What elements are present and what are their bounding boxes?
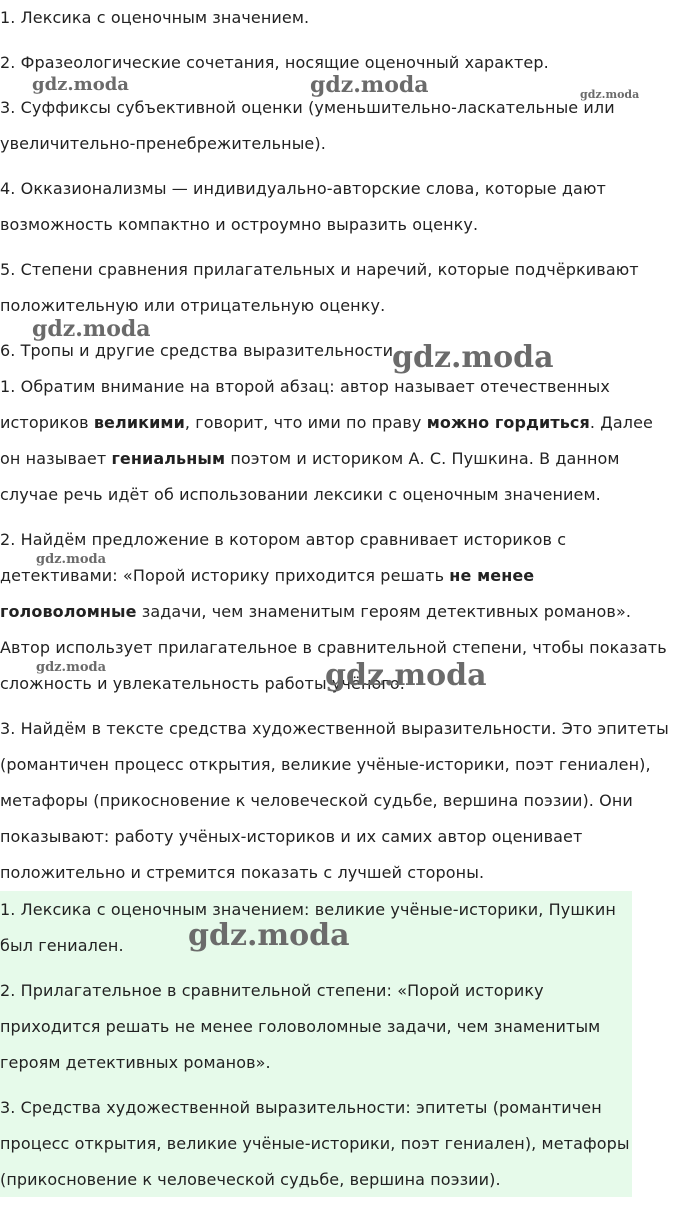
watermark-logo: gdz.moda	[32, 74, 129, 95]
watermark-logo: gdz.moda	[32, 316, 151, 342]
plan-item-1: 1. Лексика с оценочным значением.	[0, 8, 310, 27]
analysis-paragraph-3: 3. Найдём в тексте средства художественной выразительности. Это эпитеты (романтичен процесс открытия, великие учёные-историки, поэт гениален), метафоры (прикосновение к человеческой судьбе, вершина поэзии). Они показывают: работу учёных-историков и их самих автор оценивает положительно и стремится показать с лучшей стороны.	[0, 719, 669, 882]
analysis-1-text-a: 1. Обратим внимание на второй абзац: автор называет отечественных историков	[0, 377, 610, 432]
analysis-1-text-e: поэтом и историком А. С. Пушкина. В данном случае речь идёт об использовании лексики с оценочным значением.	[0, 449, 620, 504]
analysis-1-text-c: , говорит, что ими по праву	[184, 413, 427, 432]
watermark-logo: gdz.moda	[310, 72, 429, 98]
plan-item-2: 2. Фразеологические сочетания, носящие оценочный характер.	[0, 53, 549, 72]
analysis-2-bold-1: не менее головоломные	[0, 566, 535, 621]
analysis-1-text-d: . Далее он называет	[0, 413, 653, 468]
answer-item-1: 1. Лексика с оценочным значением: великие учёные-историки, Пушкин был гениален.	[0, 900, 616, 955]
analysis-2-text-c: задачи, чем знаменитым героям детективных романов». Автор использует прилагательное в сравнительной степени, чтобы показать сложность и увлекательность работы учёного.	[0, 602, 667, 693]
watermark-logo: gdz.moda	[36, 660, 107, 675]
analysis-paragraph-1	[0, 369, 672, 513]
answer-item-2: 2. Прилагательное в сравнительной степени: «Порой историку приходится решать не менее головоломные задачи, чем знаменитым героям детективных романов».	[0, 981, 601, 1072]
plan-item-6: 6. Тропы и другие средства выразительности.	[0, 341, 399, 360]
watermark-logo: gdz.moda	[580, 88, 640, 101]
plan-item-3: 3. Суффиксы субъективной оценки (уменьшительно-ласкательные или увеличительно-пренебрежительные).	[0, 98, 615, 153]
analysis-2-text-a: 2. Найдём предложение в котором автор сравнивает историков с детективами: «Порой историку приходится решать	[0, 530, 567, 585]
analysis-1-bold-3: гениальным	[111, 449, 226, 468]
analysis-1-bold-2: можно гордиться	[426, 413, 590, 432]
plan-item-4: 4. Окказионализмы — индивидуально-авторские слова, которые дают возможность компактно и остроумно выразить оценку.	[0, 179, 606, 234]
watermark-logo: gdz.moda	[188, 918, 350, 953]
watermark-logo: gdz.moda	[392, 340, 554, 375]
answer-item-3: 3. Средства художественной выразительности: эпитеты (романтичен процесс открытия, великие учёные-историки, поэт гениален), метафоры (прикосновение к человеческой судьбе, вершина поэзии).	[0, 1098, 630, 1189]
watermark-logo: gdz.moda	[325, 658, 487, 693]
analysis-1-bold-1: великими	[93, 413, 185, 432]
plan-item-5: 5. Степени сравнения прилагательных и наречий, которые подчёркивают положительную или отрицательную оценку.	[0, 260, 639, 315]
watermark-logo: gdz.moda	[36, 552, 107, 567]
